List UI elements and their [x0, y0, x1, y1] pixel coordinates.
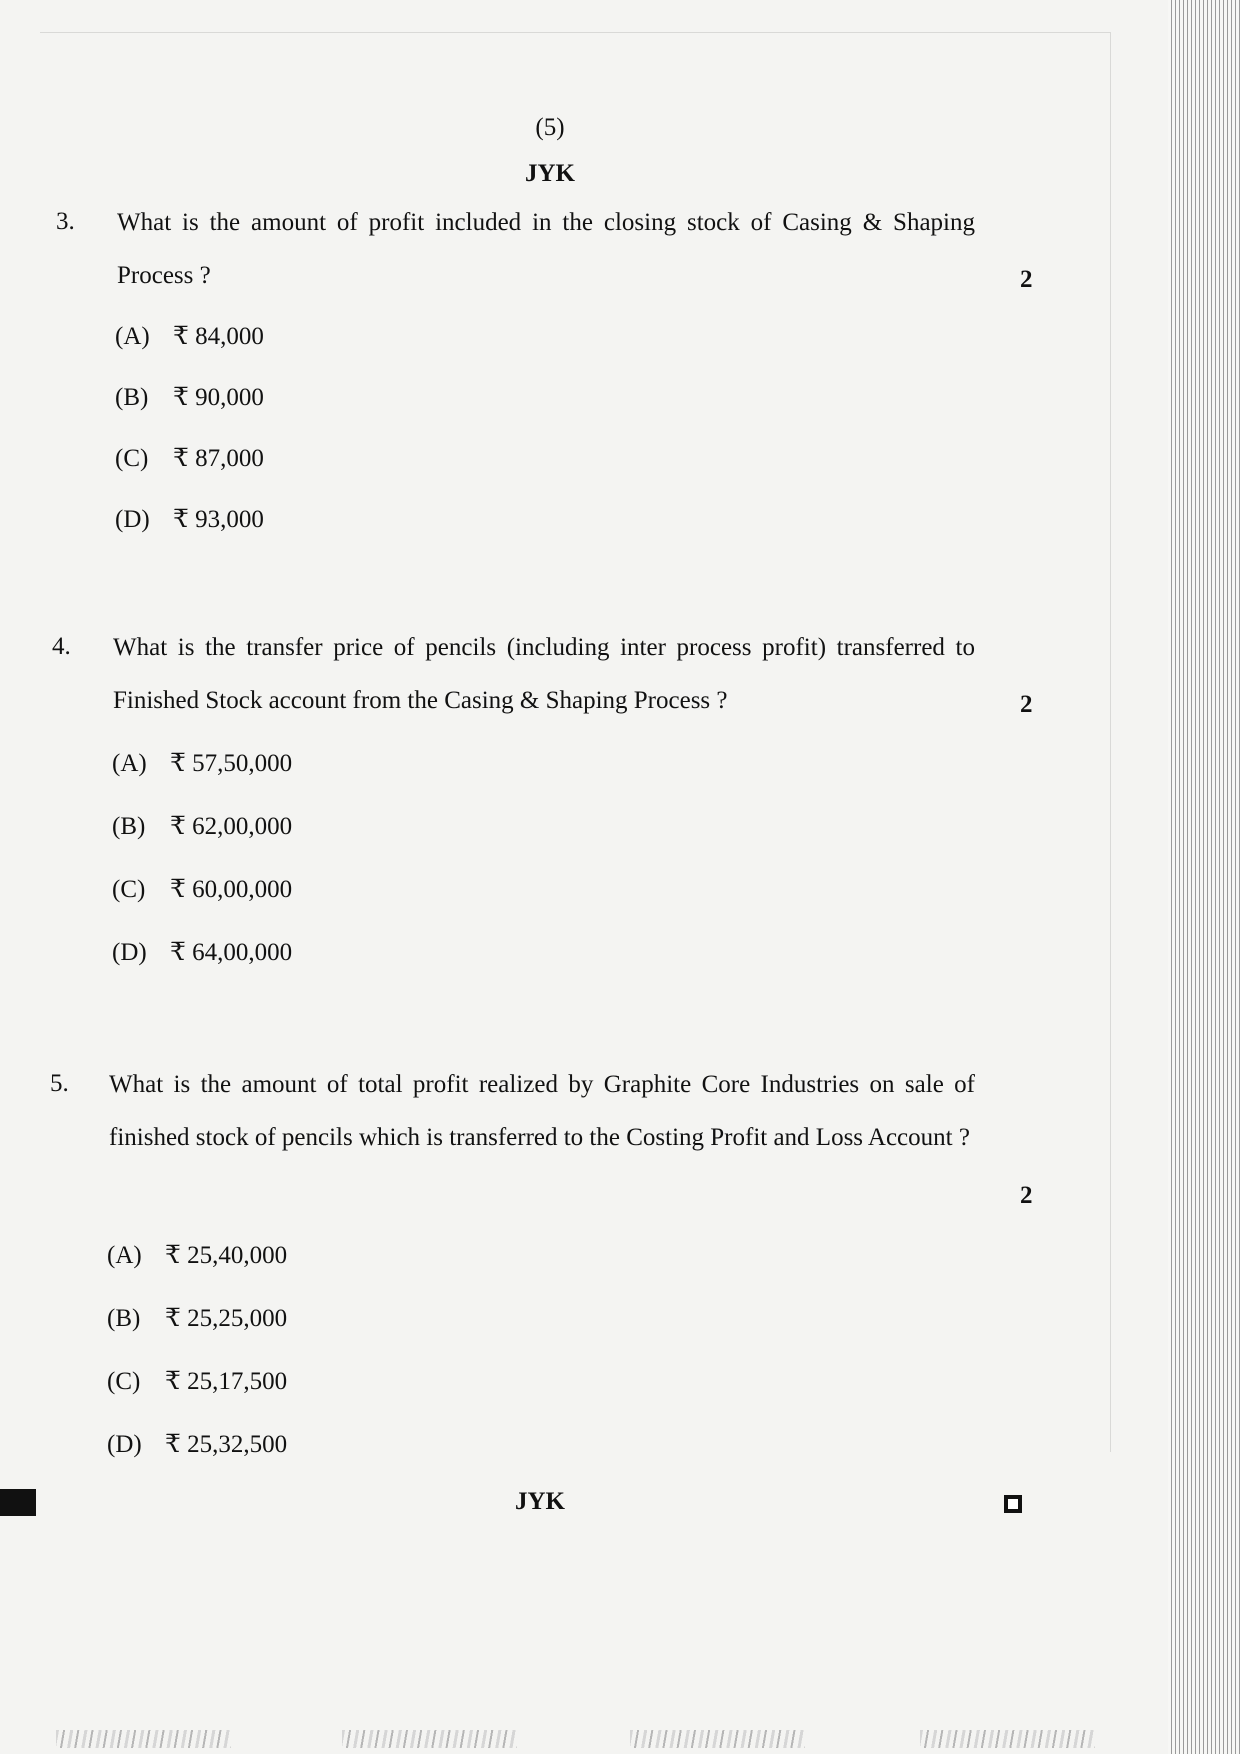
faint-rule	[1110, 32, 1111, 1452]
scan-artifact	[630, 1730, 805, 1748]
question-marks: 2	[1020, 1182, 1033, 1209]
small-square-mark	[1004, 1495, 1022, 1513]
option-label: (A)	[115, 323, 150, 350]
option-label: (A)	[107, 1242, 142, 1269]
option-d[interactable]	[107, 1429, 287, 1459]
option-value: ₹ 87,000	[173, 445, 264, 472]
option-a[interactable]	[115, 321, 264, 351]
option-value: ₹ 25,25,000	[165, 1305, 288, 1332]
question-text: What is the amount of total profit realized by Graphite Core Industries on sale of finished stock of pencils which is transferred to the Costing Profit and Loss Account ?	[109, 1071, 975, 1151]
option-value: ₹ 25,40,000	[165, 1242, 288, 1269]
option-label: (C)	[115, 445, 149, 472]
question-number: 5.	[50, 1070, 69, 1097]
option-label: (D)	[112, 939, 147, 966]
option-value: ₹ 25,17,500	[165, 1368, 288, 1395]
option-value: ₹ 60,00,000	[170, 876, 293, 903]
scan-artifact	[920, 1730, 1095, 1748]
faint-rule	[40, 32, 1110, 33]
scanner-edge-lines	[1168, 0, 1240, 1754]
option-value: ₹ 90,000	[173, 384, 264, 411]
question-marks: 2	[1020, 691, 1033, 718]
option-label: (D)	[115, 506, 150, 533]
registration-mark	[0, 1489, 36, 1516]
option-value: ₹ 93,000	[173, 506, 264, 533]
question-text: What is the transfer price of pencils (including inter process profit) transferred to Finished Stock account from the Casing & Shaping Process ?	[113, 634, 975, 714]
question-number: 4.	[52, 633, 71, 660]
option-a[interactable]	[112, 748, 292, 778]
option-value: ₹ 84,000	[173, 323, 264, 350]
option-c[interactable]	[112, 874, 292, 904]
option-c[interactable]	[115, 443, 264, 473]
question-text: What is the amount of profit included in the closing stock of Casing & Shaping Process ?	[117, 209, 975, 289]
question-marks: 2	[1020, 266, 1033, 293]
option-c[interactable]	[107, 1366, 287, 1396]
question-number: 3.	[56, 208, 75, 235]
scan-artifact	[342, 1730, 517, 1748]
option-value: ₹ 62,00,000	[170, 813, 293, 840]
page-number: (5)	[535, 114, 565, 141]
option-label: (B)	[115, 384, 149, 411]
option-label: (C)	[107, 1368, 141, 1395]
option-label: (B)	[107, 1305, 141, 1332]
option-label: (A)	[112, 750, 147, 777]
option-value: ₹ 64,00,000	[170, 939, 293, 966]
option-d[interactable]	[115, 504, 264, 534]
scan-artifact	[56, 1730, 231, 1748]
paper-code-footer: JYK	[515, 1488, 565, 1515]
option-a[interactable]	[107, 1240, 287, 1270]
option-value: ₹ 57,50,000	[170, 750, 293, 777]
option-value: ₹ 25,32,500	[165, 1431, 288, 1458]
option-label: (C)	[112, 876, 146, 903]
option-b[interactable]	[112, 811, 292, 841]
option-label: (B)	[112, 813, 146, 840]
paper-code-header: JYK	[525, 160, 575, 187]
option-b[interactable]	[107, 1303, 287, 1333]
option-d[interactable]	[112, 937, 292, 967]
option-label: (D)	[107, 1431, 142, 1458]
option-b[interactable]	[115, 382, 264, 412]
